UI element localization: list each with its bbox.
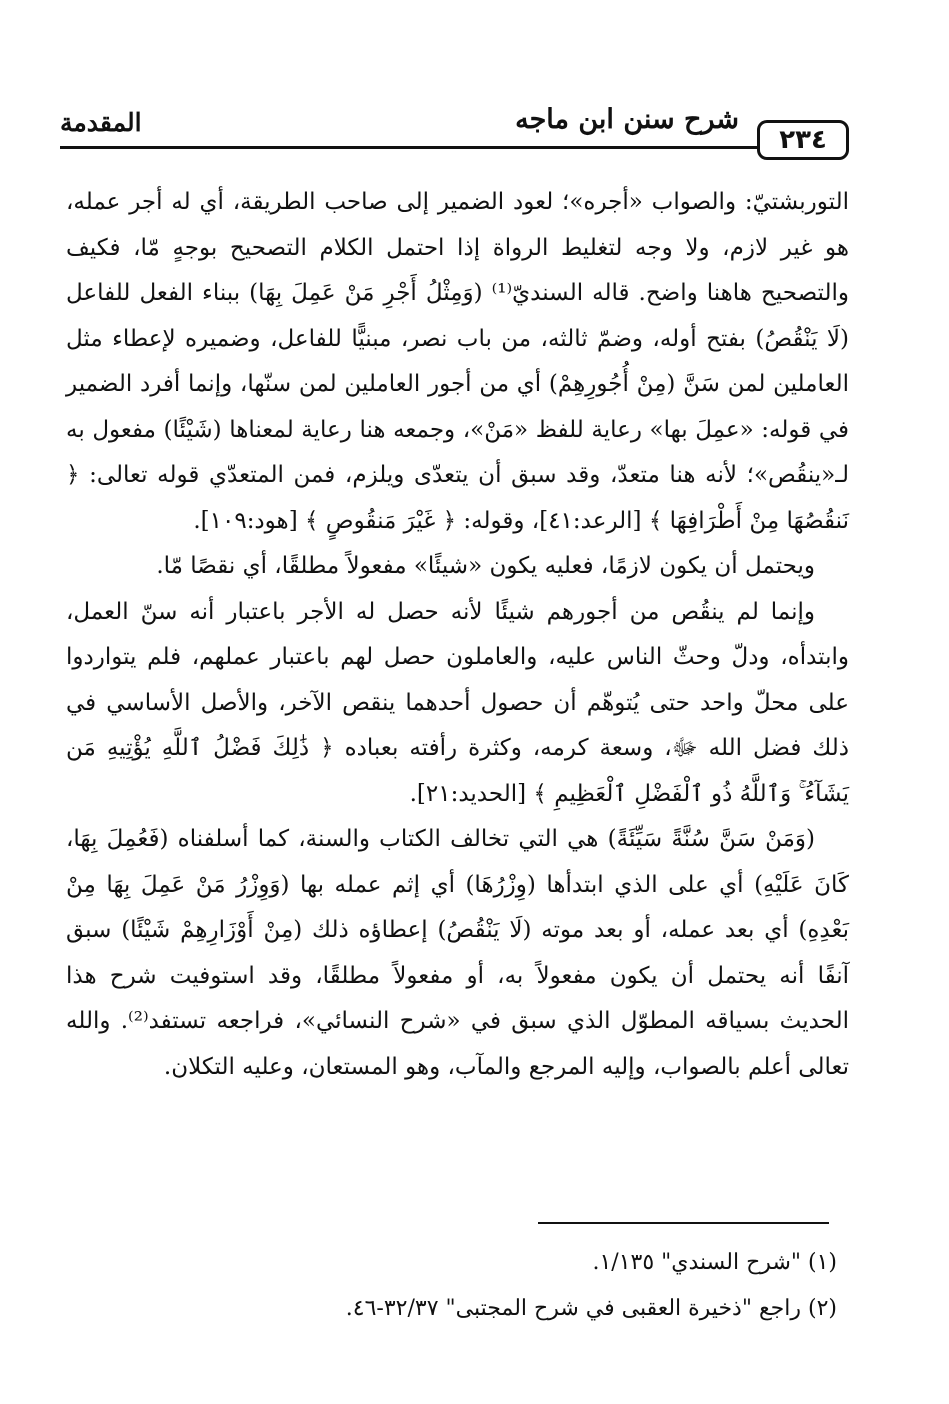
body-text xyxy=(66,180,849,1090)
paragraph: (وَمَنْ سَنَّ سُنَّةً سَيِّئَةً) هي التي تخالف الكتاب والسنة، كما أسلفناه (فَعُمِلَ بِهَا، كَانَ عَلَيْهِ) أي على الذي ابتدأها (وِزْرُهَا) أي إثم عمله بها (وَوِزْرُ مَنْ عَمِلَ بِهَا مِنْ بَعْدِهِ) أي بعد عمله، أو بعد موته (لَا يَنْقُصُ) إعطاؤه ذلك (مِنْ أَوْزَارِهِمْ شَيْئًا) سبق آنفًا أنه يحتمل أن يكون مفعولاً به، أو مفعولاً مطلقًا، وقد استوفيت شرح هذا الحديث بسياقه المطوّل الذي سبق في «شرح النسائي»، فراجعه تستفد⁽²⁾. والله تعالى أعلم بالصواب، وإليه المرجع والمآب، وهو المستعان، وعليه التكلان. xyxy=(66,826,849,1080)
paragraph: التوربشتيّ: والصواب «أجره»؛ لعود الضمير إلى صاحب الطريقة، أي له أجر عمله، هو غير لازم، ولا وجه لتغليط الرواة إذا احتمل الكلام التصحيح بوجهٍ مّا، فكيف والتصحيح هاهنا واضح. قاله السنديّ⁽¹⁾ (وَمِثْلُ أَجْرِ مَنْ عَمِلَ بِهَا) ببناء الفعل للفاعل (لَا يَنْقُصُ) بفتح أوله، وضمّ ثالثه، من باب نصر، مبنيًّا للفاعل، وضميره لإعطاء مثل العاملين لمن سَنَّ (مِنْ أُجُورِهِمْ) أي من أجور العاملين لمن سنّها، وإنما أفرد الضمير في قوله: «عمِلَ بها» رعاية للفظ «مَنْ»، وجمعه هنا رعاية لمعناها (شَيْئًا) مفعول به لـ«ينقُص»؛ لأنه هنا متعدّ، وقد سبق أن يتعدّى ويلزم، فمن المتعدّي قوله تعالى: ﴿ نَنقُصُهَا مِنْ أَطْرَافِهَا ﴾ [الرعد:٤١]، وقوله: ﴿ غَيْرَ مَنقُوصٍ ﴾ [هود:١٠٩]. xyxy=(66,189,850,534)
footnotes xyxy=(200,1240,837,1332)
footnote: (٢) راجع "ذخيرة العقبى في شرح المجتبى" ٣٢/٣٧-٤٦. xyxy=(345,1296,837,1321)
footnote: (١) "شرح السندي" ١/١٣٥. xyxy=(592,1250,837,1275)
paragraph: وإنما لم ينقُص من أجورهم شيئًا لأنه حصل له الأجر باعتبار أنه سنّ العمل، وابتدأه، ودلّ وحثّ الناس عليه، والعاملون حصل لهم باعتبار عملهم، فلم يتواردوا على محلّ واحد حتى يُتوهّم أن حصول أحدهما ينقص الآخر، والأصل الأساسي في ذلك فضل الله ﷻ، وسعة كرمه، وكثرة رأفته بعباده ﴿ ذَٰلِكَ فَضْلُ ٱللَّهِ يُؤْتِيهِ مَن يَشَآءُ ۚ وَٱللَّهُ ذُو ٱلْفَضْلِ ٱلْعَظِيمِ ﴾ [الحديد:٢١]. xyxy=(66,598,849,807)
footnote-divider xyxy=(538,1222,829,1224)
book-title: شرح سنن ابن ماجه xyxy=(515,104,739,135)
page-header xyxy=(60,98,849,158)
header-rule xyxy=(60,146,759,149)
paragraph: ويحتمل أن يكون لازمًا، فعليه يكون «شيئًا» مفعولاً مطلقًا، أي نقصًا مّا. xyxy=(156,553,815,579)
section-title: المقدمة xyxy=(60,108,142,137)
page-number: ٢٣٤ xyxy=(757,120,849,160)
